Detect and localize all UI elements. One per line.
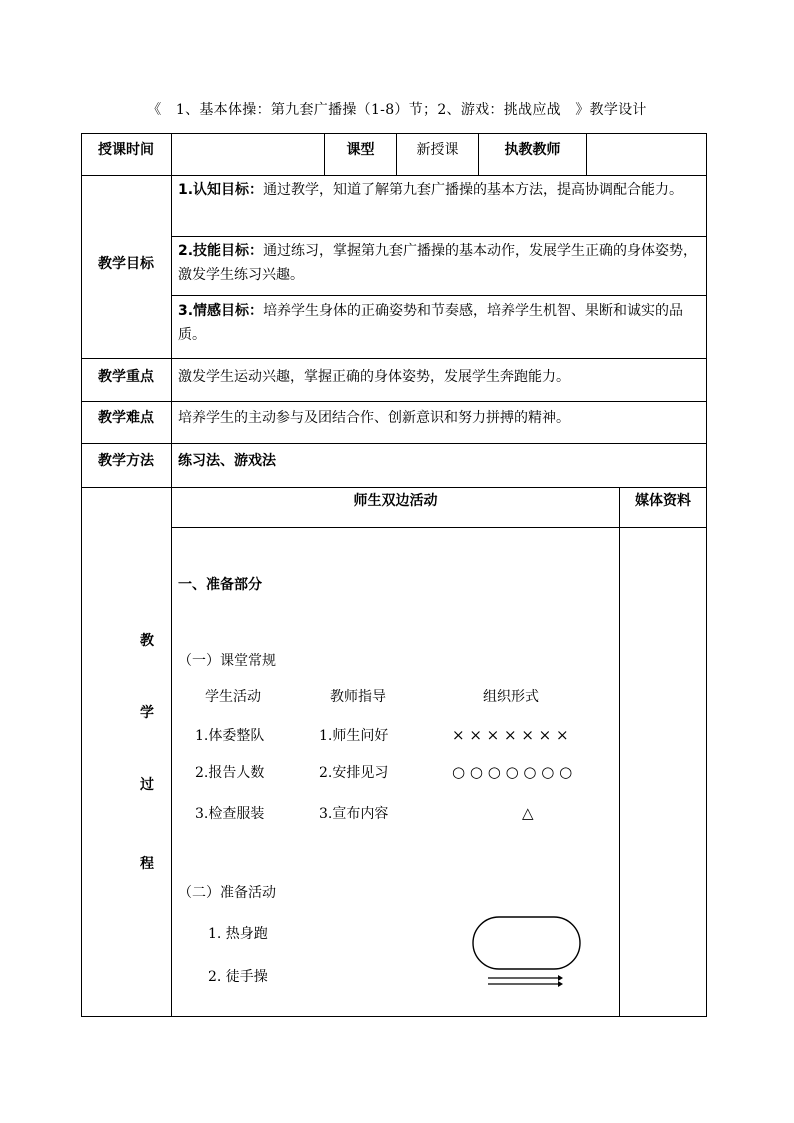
goal-text: 通过练习，掌握第九套广播操的基本动作，发展学生正确的身体姿势，激发学生练习兴趣。 — [178, 243, 698, 283]
student-activity-item: 1.体委整队 — [195, 728, 265, 744]
goal-title: 3.情感目标： — [178, 303, 264, 319]
column-teacher-guidance: 教师指导 — [330, 689, 386, 705]
column-student-activities: 学生活动 — [205, 689, 261, 705]
table-line — [81, 401, 707, 402]
teacher-label: 执教教师 — [504, 142, 561, 158]
warmup-title: （二）准备活动 — [178, 885, 276, 901]
table-line — [171, 236, 707, 237]
goal-text: 通过教学，知道了解第九套广播操的基本方法，提高协调配合能力。 — [263, 182, 684, 198]
table-line — [81, 487, 707, 488]
student-activity-item: 2.报告人数 — [195, 765, 265, 781]
table-line — [171, 527, 707, 528]
process-label-char: 学 — [140, 705, 154, 721]
process-label-char: 程 — [140, 856, 154, 872]
running-track-diagram — [470, 912, 590, 992]
table-line — [619, 487, 620, 1017]
table-line — [81, 1016, 707, 1017]
key-points-label: 教学重点 — [98, 369, 154, 385]
formation-row-circles: ○ ○ ○ ○ ○ ○ ○ — [452, 763, 573, 781]
difficulties-label: 教学难点 — [98, 410, 154, 426]
process-label-char: 教 — [140, 633, 154, 649]
arrow-head — [558, 975, 563, 981]
warmup-item: 2. 徒手操 — [208, 969, 268, 985]
activities-header: 师生双边活动 — [353, 493, 438, 509]
media-header: 媒体资料 — [635, 493, 691, 509]
goal-text: 培养学生身体的正确姿势和节奏感，培养学生机智、果断和诚实的品质。 — [178, 303, 684, 343]
table-line — [171, 295, 707, 296]
routine-title: （一）课堂常规 — [178, 653, 276, 669]
difficulties-text: 培养学生的主动参与及团结合作、创新意识和努力拼搏的精神。 — [178, 410, 570, 426]
process-label-char: 过 — [140, 777, 154, 793]
table-line — [586, 133, 587, 175]
table-line — [81, 175, 707, 176]
teaching-goals-label: 教学目标 — [98, 256, 154, 272]
teacher-guidance-item: 1.师生问好 — [319, 728, 389, 744]
teacher-guidance-item: 2.安排见习 — [319, 765, 389, 781]
warmup-item: 1. 热身跑 — [208, 926, 268, 942]
methods-text: 练习法、游戏法 — [178, 453, 276, 469]
goal-cognitive — [178, 178, 702, 202]
goal-title: 2.技能目标： — [178, 243, 264, 259]
table-line — [81, 443, 707, 444]
key-points-text: 激发学生运动兴趣，掌握正确的身体姿势，发展学生奔跑能力。 — [178, 369, 570, 385]
lesson-type-value: 新授课 — [416, 142, 459, 158]
section-title: 一、准备部分 — [178, 577, 262, 593]
goal-title: 1.认知目标： — [178, 182, 264, 198]
table-line — [81, 358, 707, 359]
table-line — [706, 133, 707, 1017]
formation-row-crosses: × × × × × × × — [452, 726, 569, 744]
teaching-time-label: 授课时间 — [98, 142, 154, 158]
goal-skill — [178, 239, 702, 287]
teacher-guidance-item: 3.宣布内容 — [319, 806, 389, 822]
arrow-head — [558, 981, 563, 987]
document-title: 《 1、基本体操：第九套广播操（1-8）节；2、游戏：挑战应战 》教学设计 — [147, 102, 647, 118]
formation-teacher-triangle: △ — [522, 804, 534, 822]
track-oval — [473, 917, 580, 969]
table-line — [171, 133, 172, 1017]
methods-label: 教学方法 — [98, 453, 154, 469]
student-activity-item: 3.检查服装 — [195, 806, 265, 822]
table-line — [81, 133, 707, 134]
column-organization-form: 组织形式 — [483, 689, 539, 705]
lesson-type-label: 课型 — [346, 142, 375, 158]
goal-affective — [178, 299, 702, 347]
